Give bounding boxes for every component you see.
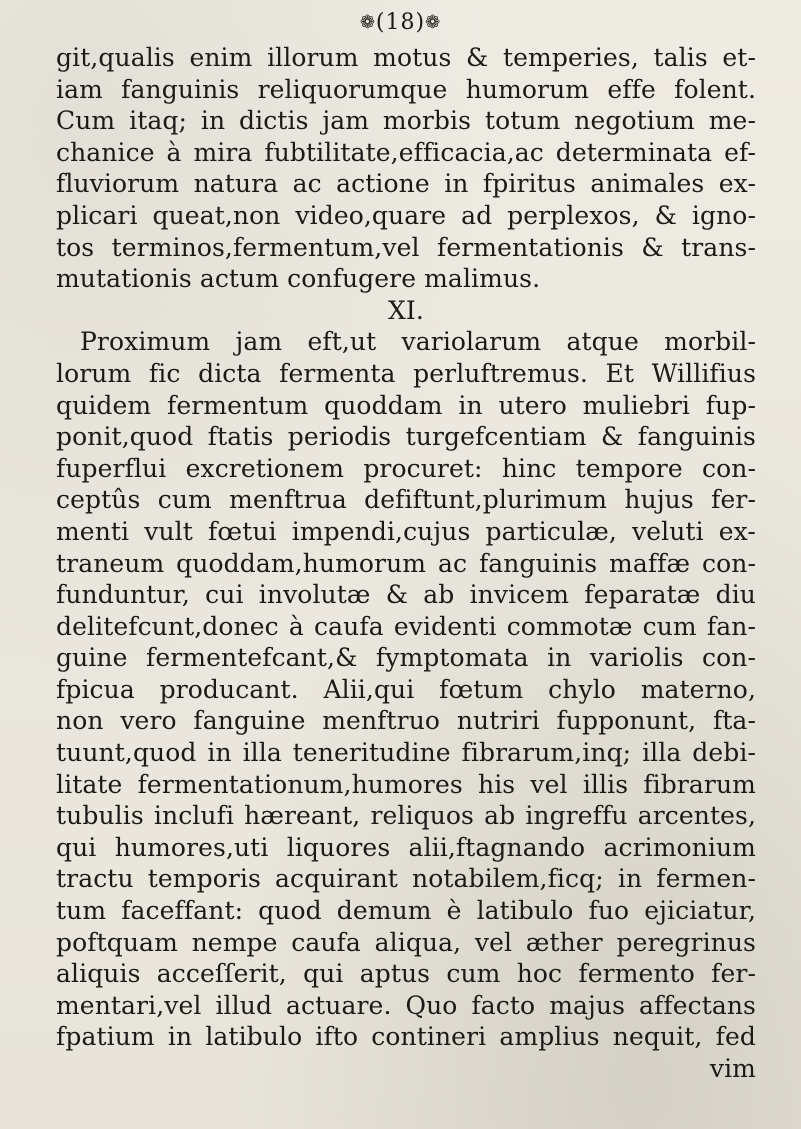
text-line: poftquam nempe caufa aliqua, vel æther peregrinus	[56, 927, 756, 957]
text-line: menti vult fœtui impendi,cujus particulæ, veluti ex-	[56, 516, 756, 546]
text-line: tum faceffant: quod demum è latibulo fuo ejiciatur,	[56, 896, 756, 926]
text-line: git,qualis enim illorum motus & temperies, talis et-	[56, 43, 756, 72]
left-ornament-icon: ❁	[359, 12, 376, 33]
text-line: chanice à mira fubtilitate,efficacia,ac determinata ef-	[56, 137, 756, 167]
text-line: fuperflui excretionem procuret: hinc tempore con-	[56, 453, 756, 483]
text-line: plicari queat,non video,quare ad perplexos, & igno-	[56, 200, 756, 230]
body-text	[56, 42, 756, 1085]
text-line: qui humores,uti liquores alii,ftagnando acrimonium	[56, 832, 756, 862]
text-line: quidem fermentum quoddam in utero muliebri fup-	[56, 390, 756, 420]
text-line: ponit,quod ftatis periodis turgefcentiam & fanguinis	[56, 422, 756, 452]
text-line: fluviorum natura ac actione in fpiritus animales ex-	[56, 169, 756, 199]
text-line: aliquis acceſſerit, qui aptus cum hoc fermento fer-	[56, 959, 756, 989]
text-line: non vero fanguine menftruo nutriri fupponunt, fta-	[56, 706, 756, 736]
text-line: delitefcunt,donec à caufa evidenti commotæ cum fan-	[56, 611, 756, 641]
text-line: litate fermentationum,humores his vel illis fibrarum	[56, 769, 756, 799]
text-line: Cum itaq; in dictis jam morbis totum negotium me-	[56, 106, 756, 136]
text-line: fpicua producant. Alii,qui fœtum chylo materno,	[56, 674, 756, 704]
text-line: mentari,vel illud actuare. Quo facto majus affectans	[56, 990, 756, 1020]
catchword: vim	[709, 1054, 756, 1083]
text-line: tubulis inclufi hæreant, reliquos ab ingreffu arcentes,	[56, 801, 756, 831]
text-line: funduntur, cui involutæ & ab invicem feparatæ diu	[56, 580, 756, 610]
text-line: tractu temporis acquirant notabilem,ficq; in fermen-	[56, 864, 756, 894]
text-line: fpatium in latibulo ifto contineri amplius nequit, fed	[56, 1022, 756, 1052]
text-line: Proximum jam eft,ut variolarum atque morbil-	[80, 327, 756, 357]
page-header	[0, 8, 801, 38]
text-line: tuunt,quod in illa teneritudine fibrarum,inq; illa debi-	[56, 738, 756, 768]
section-heading: XI.	[388, 295, 424, 325]
text-line: traneum quoddam,humorum ac fanguinis maffæ con-	[56, 548, 756, 578]
text-line: mutationis actum confugere malimus.	[56, 264, 541, 294]
text-line: guine fermentefcant,& fymptomata in variolis con-	[56, 643, 756, 673]
text-line: ceptûs cum menftrua defiftunt,plurimum hujus fer-	[56, 485, 756, 515]
right-ornament-icon: ❁	[425, 12, 442, 33]
text-line: iam fanguinis reliquorumque humorum effe folent.	[56, 74, 756, 104]
page-number: (18)	[375, 10, 426, 35]
text-line: lorum fic dicta fermenta perluftremus. Et Willifius	[56, 358, 756, 388]
text-line: tos terminos,fermentum,vel fermentationis & trans-	[56, 232, 756, 262]
